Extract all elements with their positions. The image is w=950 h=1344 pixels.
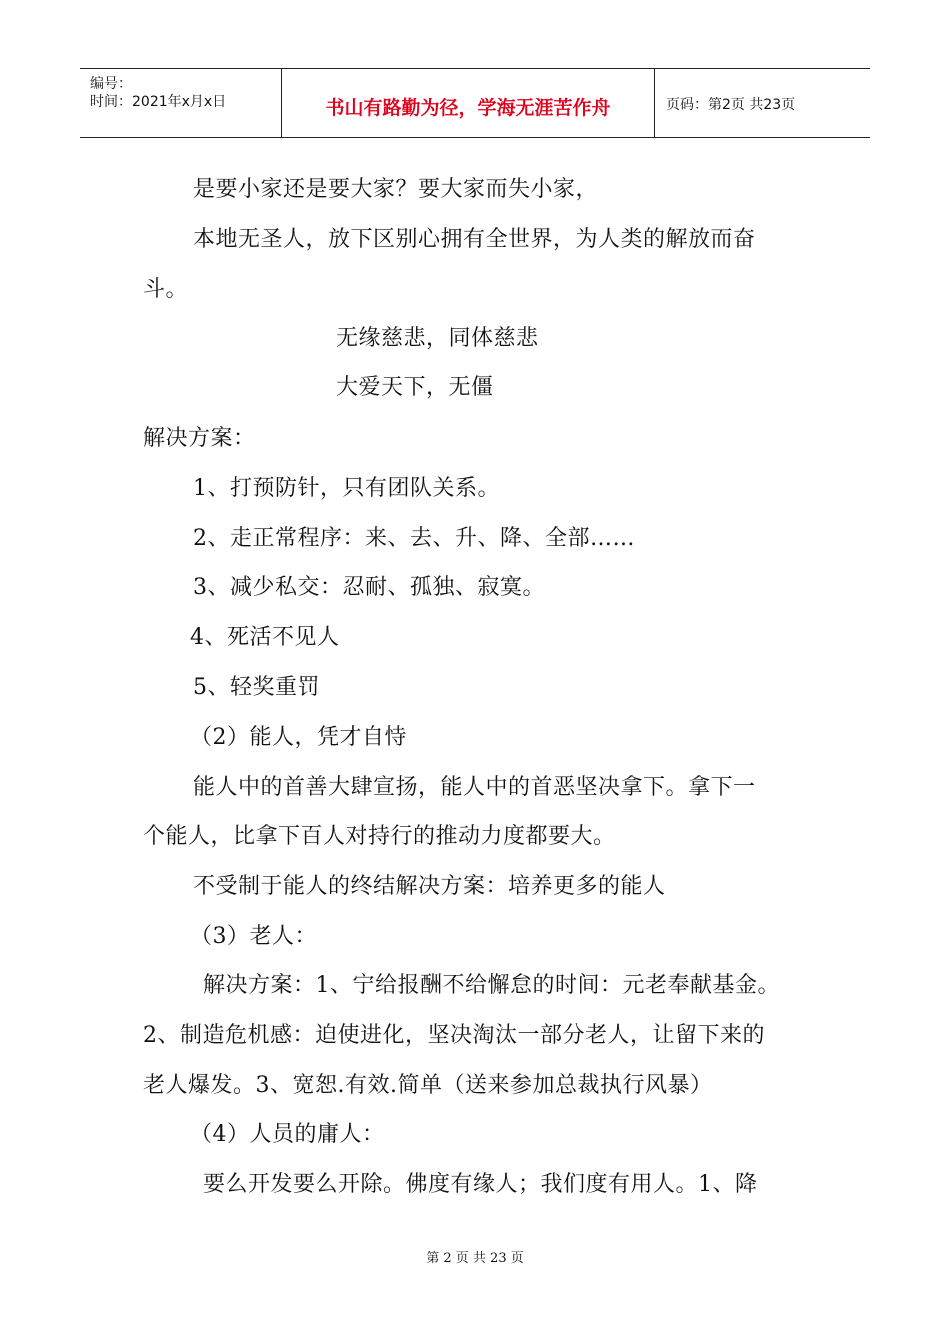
number-label: 编号： [90,76,132,92]
body-line: （3）老人： [190,924,317,949]
body-line: 不受制于能人的终结解决方案：培养更多的能人 [193,874,666,899]
body-line: 5、轻奖重罚 [193,675,320,700]
body-line: （4）人员的庸人： [190,1122,385,1147]
body-line: 解决方案： [143,426,256,451]
body-line: 2、走正常程序：来、去、升、降、全部…… [193,526,635,551]
body-line: 本地无圣人，放下区别心拥有全世界，为人类的解放而奋 [193,227,756,252]
body-line: 斗。 [143,277,189,302]
body-line: 无缘慈悲，同体慈悲 [336,326,539,351]
body-line: 3、减少私交：忍耐、孤独、寂寞。 [193,575,545,600]
body-line: 是要小家还是要大家？要大家而失小家， [193,177,599,202]
page-info: 页码：第2页 共23页 [666,97,796,113]
body-line: 老人爆发。3、宽恕.有效.简单（送来参加总裁执行风暴） [143,1073,713,1098]
date-label: 时间：2021年x月x日 [90,94,227,110]
body-line: 解决方案：1、宁给报酬不给懈怠的时间：元老奉献基金。 [203,973,780,998]
body-line: （2）能人，凭才自恃 [190,725,407,750]
motto: 书山有路勤为径，学海无涯苦作舟 [325,97,611,119]
header-right-cell [656,69,870,137]
page-footer: 第 2 页 共 23 页 [426,1251,524,1266]
body-line: 2、制造危机感：迫使进化，坚决淘汰一部分老人，让留下来的 [143,1023,765,1048]
body-line: 1、打预防针，只有团队关系。 [193,476,500,501]
header-table [80,68,870,138]
body-line: 能人中的首善大肆宣扬，能人中的首恶坚决拿下。拿下一 [193,775,756,800]
body-line: 要么开发要么开除。佛度有缘人；我们度有用人。1、降 [203,1172,758,1197]
header-center-cell [282,69,655,137]
header-left-cell [80,69,282,137]
body-line: 个能人，比拿下百人对持行的推动力度都要大。 [143,824,616,849]
body-line: 4、死活不见人 [190,625,340,650]
body-line: 大爱天下，无僵 [336,375,494,400]
